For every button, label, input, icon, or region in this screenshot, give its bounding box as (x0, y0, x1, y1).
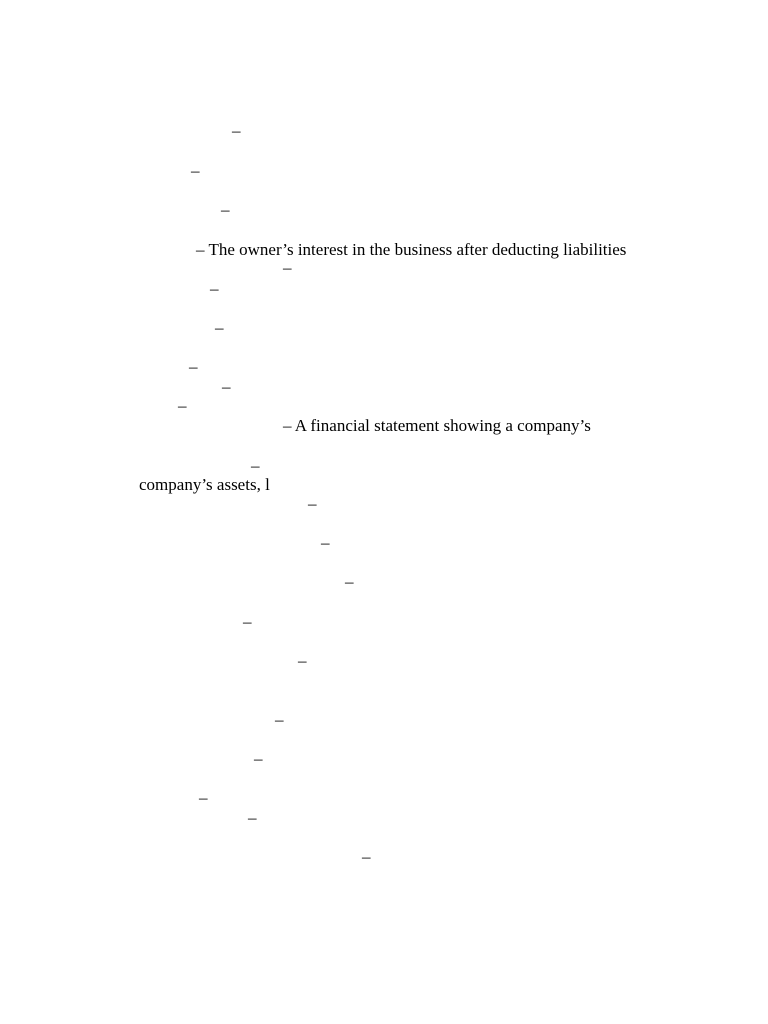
text-line-22: – (248, 808, 257, 827)
text-line-15: – (321, 533, 330, 552)
text-line-21: – (199, 788, 208, 807)
text-line-11: – A financial statement showing a company’s (283, 416, 591, 435)
text-line-9: – (222, 377, 231, 396)
text-line-7: – (215, 318, 224, 337)
text-line-5: – (283, 258, 292, 277)
text-line-3: – (221, 200, 230, 219)
text-line-14: – (308, 494, 317, 513)
text-line-17: – (243, 612, 252, 631)
text-line-1: – (232, 121, 241, 140)
text-line-10: – (178, 396, 187, 415)
text-line-6: – (210, 279, 219, 298)
text-line-16: – (345, 572, 354, 591)
text-line-13: company’s assets, l (139, 475, 270, 494)
text-line-23: – (362, 847, 371, 866)
text-line-18: – (298, 651, 307, 670)
text-line-19: – (275, 710, 284, 729)
text-line-2: – (191, 161, 200, 180)
text-line-20: – (254, 749, 263, 768)
text-line-12: – (251, 456, 260, 475)
text-line-4: – The owner’s interest in the business after deducting liabilities (196, 240, 627, 259)
text-line-8: – (189, 357, 198, 376)
